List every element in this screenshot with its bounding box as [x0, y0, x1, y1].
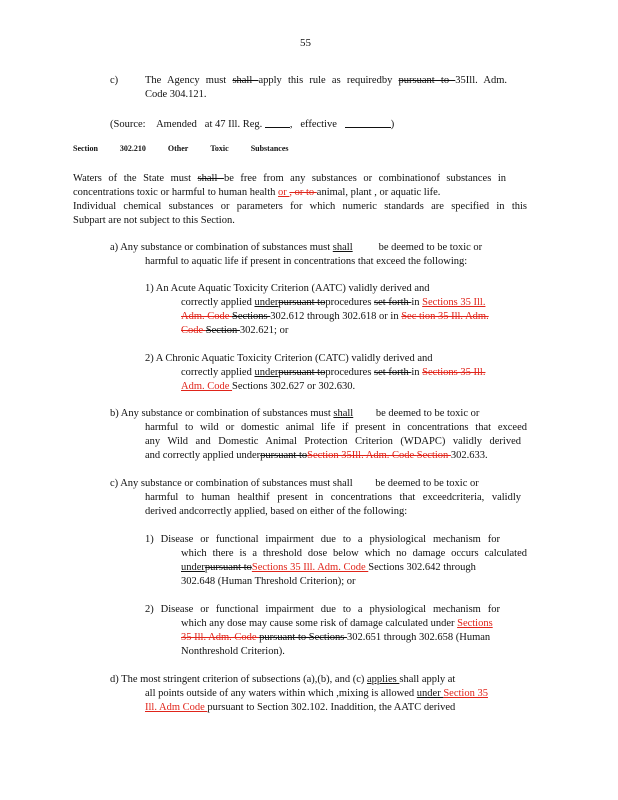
item-c1-line-4: 302.648 (Human Threshold Criterion); or: [181, 576, 356, 587]
subsection-b-line-4: and correctly applied underpursuant toSection 35Ill. Adm. Code Section 302.633.: [145, 450, 488, 461]
intro-line-3: Individual chemical substances or parameters for which numeric standards are specified in this: [73, 201, 527, 212]
subsection-b-line-1: b) Any substance or combination of substances must shall be deemed to be toxic or: [110, 408, 480, 419]
item-a2-line-1: 2) A Chronic Aquatic Toxicity Criterion (CATC) validly derived and: [145, 353, 433, 364]
item-a1-line-3: Adm. Code Sections 302.612 through 302.618 or in Sec tion 35 Ill. Adm.: [181, 311, 489, 322]
section-heading: Section 302.210 Other Toxic Substances: [73, 144, 289, 153]
item-c2-line-2: which any dose may cause some risk of damage calculated under Sections: [181, 618, 493, 629]
subsection-d-line-3: Ill. Adm Code pursuant to Section 302.102. Inaddition, the AATC derived: [145, 702, 456, 713]
subsection-a-line-1: a) Any substance or combination of substances must shall be deemed to be toxic or: [110, 242, 483, 253]
item-c2-line-3: 35 Ill. Adm. Code pursuant to Sections 302.651 through 302.658 (Human: [181, 632, 491, 643]
subsection-c-line-3: derived andcorrectly applied, based on either of the following:: [145, 506, 408, 517]
subsection-a-line-2: harmful to aquatic life if present in concentrations that exceed the following:: [145, 256, 468, 267]
para-c-line-2: Code 304.121.: [145, 89, 207, 100]
item-c2-line-1: 2) Disease or functional impairment due to a physiological mechanism for: [145, 604, 500, 615]
subsection-b-line-3: any Wild and Domestic Animal Protection Criterion (WDAPC) validly derived: [145, 436, 521, 447]
blank-issue: [265, 117, 290, 128]
item-c1-line-1: 1) Disease or functional impairment due to a physiological mechanism for: [145, 534, 500, 545]
para-c-label: c): [110, 75, 119, 86]
item-a2-line-3: Adm. Code Sections 302.627 or 302.630.: [181, 381, 356, 392]
intro-line-2: concentrations toxic or harmful to human health or , or to animal, plant , or aquatic life.: [73, 187, 441, 198]
item-a1-line-1: 1) An Acute Aquatic Toxicity Criterion (AATC) validly derived and: [145, 283, 430, 294]
item-a1-line-4: Code Section 302.621; or: [181, 325, 289, 336]
intro-line-1: Waters of the State must shall be free from any substances or combinationof substances in: [73, 173, 506, 184]
item-c1-line-2: which there is a threshold dose below which no damage occurs calculated: [181, 548, 527, 559]
subsection-d-line-1: d) The most stringent criterion of subsections (a),(b), and (c) applies shall apply at: [110, 674, 456, 685]
item-c2-line-4: Nonthreshold Criterion).: [181, 646, 285, 657]
blank-date: [345, 117, 391, 128]
subsection-c-line-2: harmful to human healthif present in concentrations that exceedcriteria, validly: [145, 492, 521, 503]
item-c1-line-3: underpursuant toSections 35 Ill. Adm. Code Sections 302.642 through: [181, 562, 476, 573]
source-note: (Source: Amended at 47 Ill. Reg. , effective ): [110, 119, 395, 130]
subsection-b-line-2: harmful to wild or domestic animal life if present in concentrations that exceed: [145, 422, 527, 433]
subsection-d-line-2: all points outside of any waters within which ,mixing is allowed under Section 35: [145, 688, 488, 699]
subsection-c-line-1: c) Any substance or combination of substances must shall be deemed to be toxic or: [110, 478, 479, 489]
para-c-line-1: The Agency must shall apply this rule as requiredby pursuant to 35Ill. Adm.: [145, 75, 507, 86]
page-number: 55: [300, 37, 311, 49]
intro-line-4: Subpart are not subject to this Section.: [73, 215, 235, 226]
item-a2-line-2: correctly applied underpursuant toprocedures set forth in Sections 35 Ill.: [181, 367, 486, 378]
item-a1-line-2: correctly applied underpursuant toprocedures set forth in Sections 35 Ill.: [181, 297, 486, 308]
